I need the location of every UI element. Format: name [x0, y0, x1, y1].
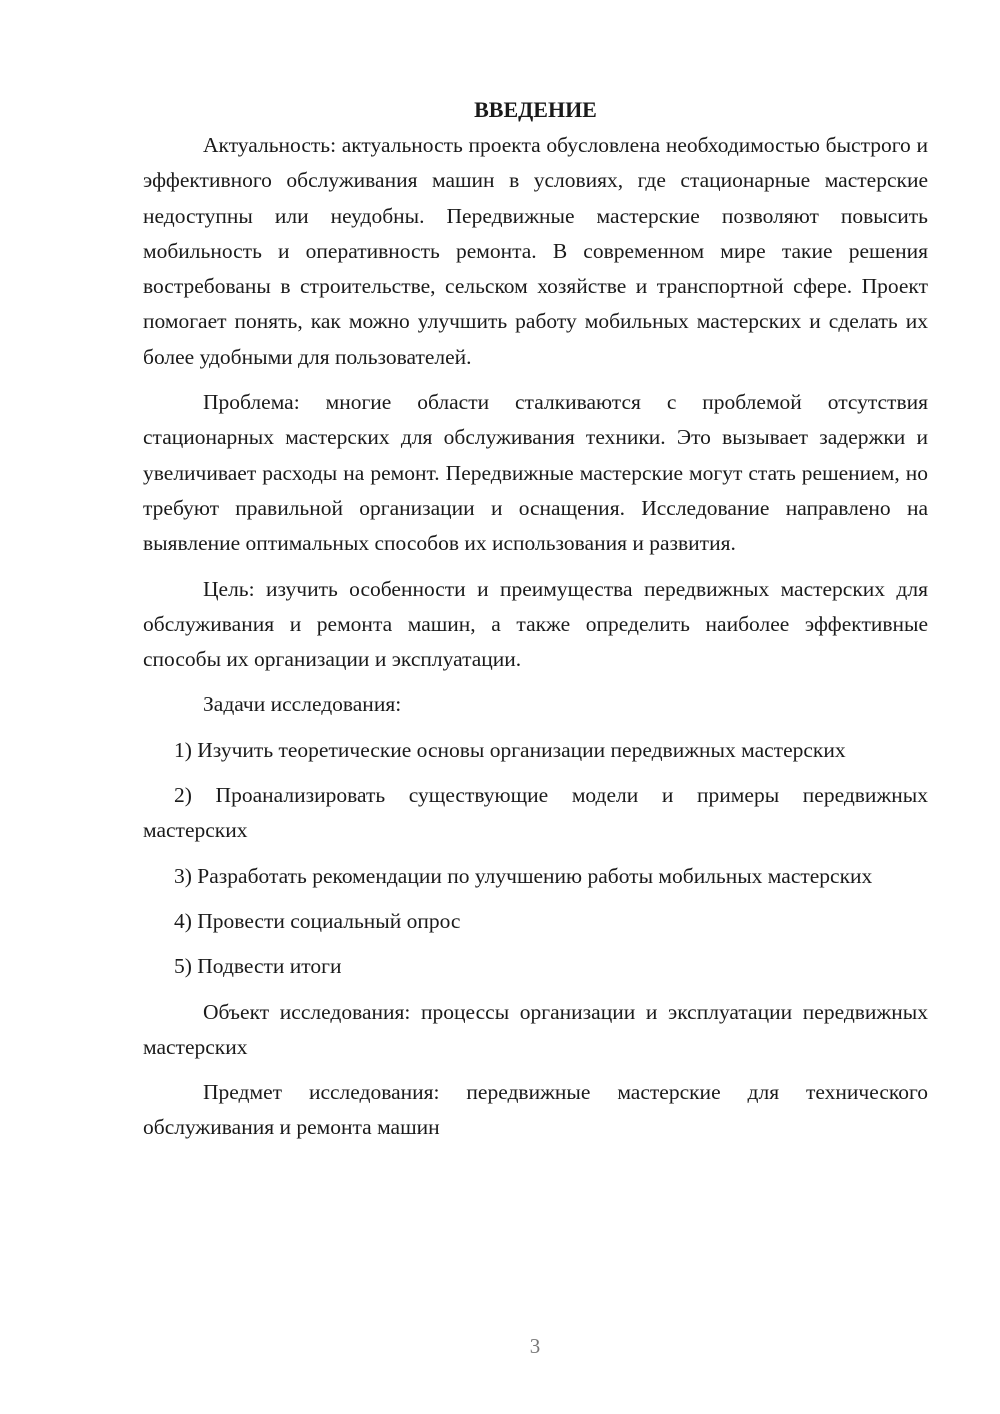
tasks-title: Задачи исследования: [203, 692, 402, 717]
page-number: 3 [529, 1334, 541, 1358]
document-page [143, 92, 928, 1156]
section-heading: ВВЕДЕНИЕ [474, 97, 597, 122]
goal-paragraph: Цель: изучить особенности и преимущества передвижных мастерских для обслуживания и ремонта машин, а также определить наиболее эффективные способы их организации и эксплуатации. [143, 576, 928, 672]
problem-paragraph: Проблема: многие области сталкиваются с проблемой отсутствия стационарных мастерских для обслуживания техники. Это вызывает задержки и увеличивает расходы на ремонт. Передвижные мастерские могут стать решением, но требуют правильной организации и оснащения. Исследование направлено на выявление оптимальных способов их использования и развития. [143, 390, 928, 556]
subject-paragraph: Предмет исследования: передвижные мастерские для технического обслуживания и ремонта машин [143, 1080, 928, 1140]
task-item: 1) Изучить теоретические основы организации передвижных мастерских [174, 737, 846, 762]
task-item: 5) Подвести итоги [174, 954, 342, 979]
task-item: 4) Провести социальный опрос [174, 908, 461, 933]
relevance-paragraph: Актуальность: актуальность проекта обусловлена необходимостью быстрого и эффективного обслуживания машин в условиях, где стационарные мастерские недоступны или неудобны. Передвижные мастерские позволяют повысить мобильность и оперативность ремонта. В современном мире такие решения востребованы в строительстве, сельском хозяйстве и транспортной сфере. Проект помогает понять, как можно улучшить работу мобильных мастерских и сделать их более удобными для пользователей. [143, 133, 928, 369]
task-item: 3) Разработать рекомендации по улучшению работы мобильных мастерских [174, 863, 873, 888]
object-paragraph: Объект исследования: процессы организации и эксплуатации передвижных мастерских [143, 999, 928, 1059]
task-item: 2) Проанализировать существующие модели и примеры передвижных мастерских [143, 783, 928, 843]
